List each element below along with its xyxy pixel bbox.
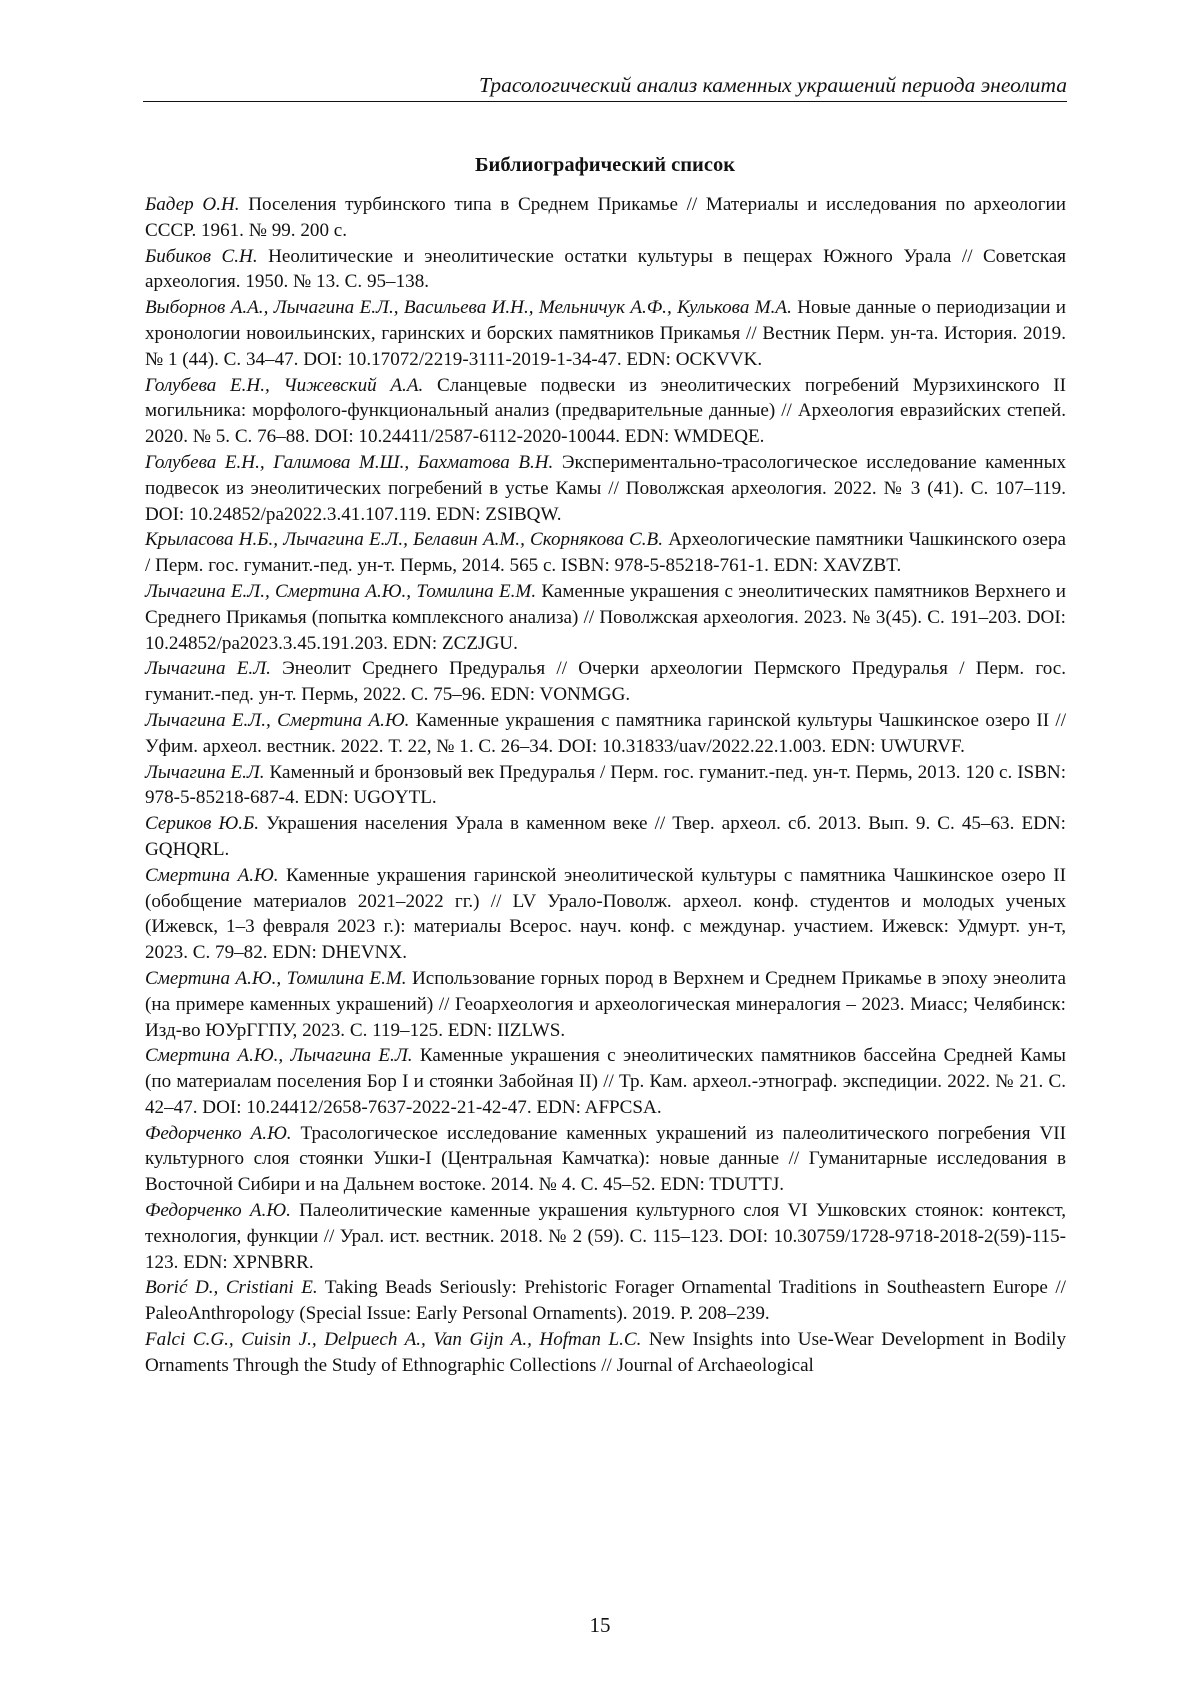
entry-authors: Лычагина Е.Л. [145,658,271,679]
entry-text: Экспериментально-трасологическое исследование каменных подвесок из энеолитических погребений в устье Камы // Поволжская археология. 2022. № 3 (41). С. 107–119. DOI: 10.24852/pa2022.3.41.107.119. EDN: ZSIBQW. [145,452,1066,525]
entry-text: Новые данные о периодизации и хронологии новоильинских, гаринских и борских памятников Прикамья // Вестник Перм. ун-та. История. 2019. № 1 (44). С. 34–47. DOI: 10.17072/2219-3111-2019-1-34-47. EDN: OCKVVK. [145,297,1066,370]
bibliography-entry [145,527,1066,579]
bibliography-entry [145,811,1066,863]
entry-authors: Федорченко А.Ю. [145,1123,292,1144]
entry-text: Каменные украшения с энеолитических памятников Верхнего и Среднего Прикамья (попытка комплексного анализа) // Поволжская археология. 2023. № 3(45). С. 191–203. DOI: 10.24852/pa2023.3.45.191.203. EDN: ZCZJGU. [145,581,1066,654]
running-head: Трасологический анализ каменных украшений периода энеолита [143,72,1067,98]
entry-authors: Смертина А.Ю. [145,865,279,886]
entry-text: Археологические памятники Чашкинского озера / Перм. гос. гуманит.-пед. ун-т. Пермь, 2014. 565 с. ISBN: 978-5-85218-761-1. EDN: XAVZBT. [145,529,1066,576]
entry-authors: Borić D., Cristiani E. [145,1277,318,1298]
entry-authors: Выборнов А.А., Лычагина Е.Л., Васильева И.Н., Мельничук А.Ф., Кулькова М.А. [145,297,792,318]
entry-authors: Федорченко А.Ю. [145,1200,291,1221]
entry-authors: Лычагина Е.Л., Смертина А.Ю., Томилина Е.М. [145,581,536,602]
entry-text: Каменный и бронзовый век Предуралья / Перм. гос. гуманит.-пед. ун-т. Пермь, 2013. 120 с. ISBN: 978-5-85218-687-4. EDN: UGOYTL. [145,762,1066,809]
entry-authors: Голубева Е.Н., Чижевский А.А. [145,375,423,396]
entry-authors: Falci C.G., Cuisin J., Delpuech A., Van Gijn A., Hofman L.C. [145,1329,641,1350]
entry-text: Палеолитические каменные украшения культурного слоя VI Ушковских стоянок: контекст, технология, функции // Урал. ист. вестник. 2018. № 2 (59). С. 115–123. DOI: 10.30759/1728-9718-2018-2(59)-115-123. EDN: XPNBRR. [145,1200,1066,1273]
bibliography-entry [145,579,1066,656]
bibliography-entry [145,1121,1066,1198]
bibliography-entry [145,760,1066,812]
bibliography-entry [145,708,1066,760]
entry-authors: Бадер О.Н. [145,194,240,215]
bibliography-entry [145,1275,1066,1327]
entry-text: Каменные украшения с энеолитических памятников бассейна Средней Камы (по материалам поселения Бор I и стоянки Забойная II) // Тр. Кам. археол.-этнограф. экспедиции. 2022. № 21. С. 42–47. DOI: 10.24412/2658-7637-2022-21-42-47. EDN: AFPCSA. [145,1045,1066,1118]
bibliography-entry [145,656,1066,708]
bibliography-entry [145,373,1066,450]
entry-text: Трасологическое исследование каменных украшений из палеолитического погребения VII культурного слоя стоянки Ушки-I (Центральная Камчатка): новые данные // Гуманитарные исследования в Восточной Сибири и на Дальнем востоке. 2014. № 4. С. 45–52. EDN: TDUTTJ. [145,1123,1066,1196]
entry-text: Taking Beads Seriously: Prehistoric Forager Ornamental Traditions in Southeastern Europe // PaleoAnthropology (Special Issue: Early Personal Ornaments). 2019. P. 208–239. [145,1277,1066,1324]
entry-text: New Insights into Use-Wear Development in Bodily Ornaments Through the Study of Ethnographic Collections // Journal of Archaeological [145,1329,1066,1376]
page-number: 15 [0,1613,1200,1638]
entry-text: Неолитические и энеолитические остатки культуры в пещерах Южного Урала // Советская археология. 1950. № 13. С. 95–138. [145,246,1066,293]
bibliography-entry [145,244,1066,296]
bibliography-entry [145,863,1066,966]
entry-text: Поселения турбинского типа в Среднем Прикамье // Материалы и исследования по археологии СССР. 1961. № 99. 200 с. [145,194,1066,241]
entry-authors: Сериков Ю.Б. [145,813,259,834]
entry-authors: Лычагина Е.Л., Смертина А.Ю. [145,710,409,731]
bibliography-entry [145,192,1066,244]
bibliography-entry [145,1327,1066,1379]
entry-authors: Бибиков С.Н. [145,246,258,267]
entry-text: Сланцевые подвески из энеолитических погребений Мурзихинского II могильника: морфолого-функциональный анализ (предварительные данные) // Археология евразийских степей. 2020. № 5. С. 76–88. DOI: 10.24411/2587-6112-2020-10044. EDN: WMDEQE. [145,375,1066,448]
bibliography-entry [145,295,1066,372]
header-rule [143,101,1067,102]
document-page [0,0,1200,1697]
entry-text: Украшения населения Урала в каменном веке // Твер. археол. сб. 2013. Вып. 9. С. 45–63. EDN: GQHQRL. [145,813,1066,860]
entry-authors: Смертина А.Ю., Лычагина Е.Л. [145,1045,413,1066]
bibliography-entry [145,1198,1066,1275]
entry-authors: Смертина А.Ю., Томилина Е.М. [145,968,407,989]
entry-text: Каменные украшения с памятника гаринской культуры Чашкинское озеро II // Уфим. археол. вестник. 2022. Т. 22, № 1. С. 26–34. DOI: 10.31833/uav/2022.22.1.003. EDN: UWURVF. [145,710,1066,757]
entry-text: Использование горных пород в Верхнем и Среднем Прикамье в эпоху энеолита (на примере каменных украшений) // Геоархеология и археологическая минералогия – 2023. Миасс; Челябинск: Изд-во ЮУрГГПУ, 2023. С. 119–125. EDN: IIZLWS. [145,968,1066,1041]
entry-authors: Лычагина Е.Л. [145,762,265,783]
entry-text: Энеолит Среднего Предуралья // Очерки археологии Пермского Предуралья / Перм. гос. гуманит.-пед. ун-т. Пермь, 2022. С. 75–96. EDN: VONMGG. [145,658,1066,705]
section-title: Библиографический список [143,153,1067,177]
bibliography-entry [145,450,1066,527]
entry-text: Каменные украшения гаринской энеолитической культуры с памятника Чашкинское озеро II (обобщение материалов 2021–2022 гг.) // LV Урало-Поволж. археол. конф. студентов и молодых ученых (Ижевск, 1–3 февраля 2023 г.): материалы Всерос. науч. конф. с междунар. участием. Ижевск: Удмурт. ун-т, 2023. С. 79–82. EDN: DHEVNX. [145,865,1066,963]
entry-authors: Крыласова Н.Б., Лычагина Е.Л., Белавин А.М., Скорнякова С.В. [145,529,663,550]
bibliography-entry [145,966,1066,1043]
bibliography-entry [145,1043,1066,1120]
bibliography-list [145,192,1066,1379]
entry-authors: Голубева Е.Н., Галимова М.Ш., Бахматова В.Н. [145,452,553,473]
